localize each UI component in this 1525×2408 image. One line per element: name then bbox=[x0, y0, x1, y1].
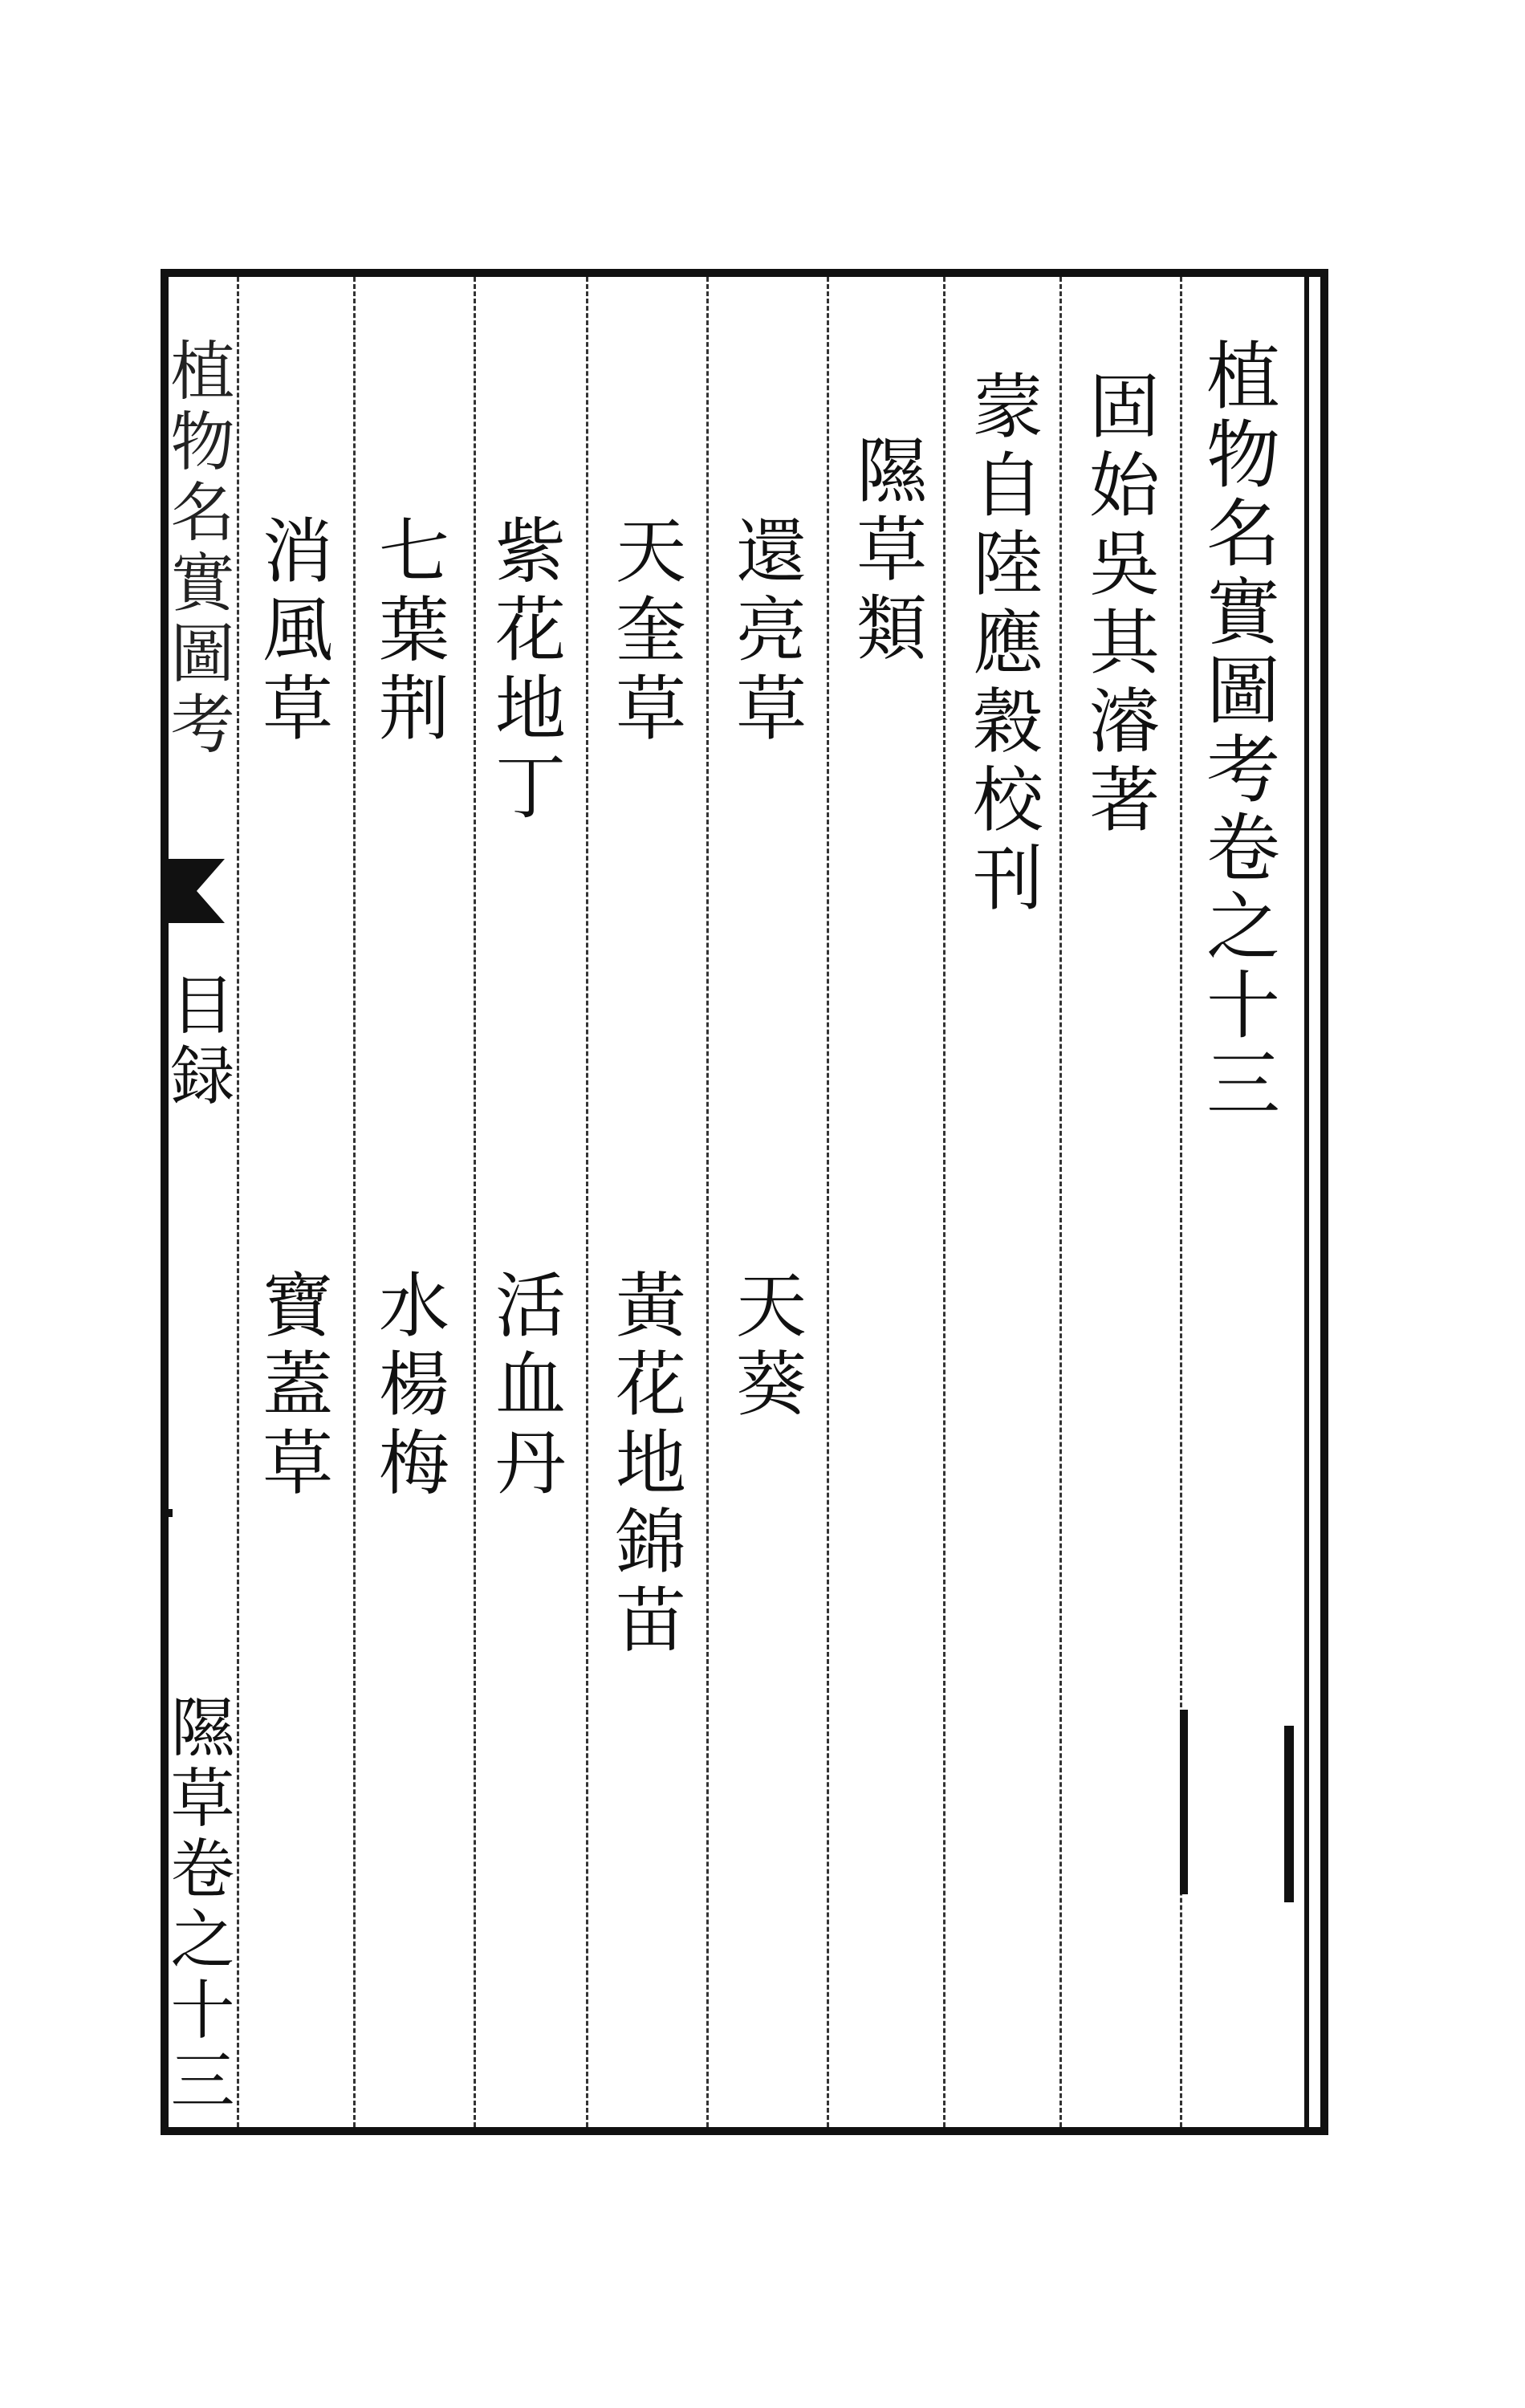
column-rule bbox=[943, 277, 946, 2127]
ink-mark bbox=[1180, 1710, 1188, 1894]
entry-upper: 天奎草 bbox=[604, 514, 687, 750]
column-rule bbox=[586, 277, 588, 2127]
column-rule bbox=[474, 277, 476, 2127]
column-rule bbox=[237, 277, 239, 2127]
margin-section: 目録 bbox=[160, 971, 234, 1112]
column-rule bbox=[827, 277, 829, 2127]
column-rule bbox=[353, 277, 356, 2127]
entry-upper: 七葉荆 bbox=[368, 514, 450, 750]
margin-chapter: 隰草卷之十三 bbox=[160, 1694, 234, 2117]
volume-title: 植物名實圖考卷之十三 bbox=[1194, 337, 1280, 1124]
entry-lower: 黃花地錦苗 bbox=[604, 1268, 687, 1662]
ink-dot bbox=[165, 1509, 173, 1517]
category-heading: 隰草類 bbox=[845, 433, 928, 669]
entry-upper: 消風草 bbox=[251, 514, 334, 750]
entry-upper: 還亮草 bbox=[725, 514, 807, 750]
column-rule bbox=[706, 277, 709, 2127]
editor-line: 蒙自陸應穀校刊 bbox=[962, 369, 1044, 920]
entry-lower: 水楊梅 bbox=[368, 1268, 450, 1504]
fishtail-mark bbox=[169, 859, 225, 923]
author-line: 固始吳其濬著 bbox=[1078, 369, 1161, 841]
column-rule bbox=[1059, 277, 1062, 2127]
ink-mark bbox=[1284, 1726, 1294, 1902]
entry-upper: 紫花地丁 bbox=[484, 514, 567, 828]
page-frame-inner-line bbox=[1304, 277, 1309, 2127]
entry-lower: 活血丹 bbox=[484, 1268, 567, 1504]
entry-lower: 天葵 bbox=[725, 1268, 807, 1426]
entry-lower: 寶蓋草 bbox=[251, 1268, 334, 1504]
margin-book-name: 植物名實圖考 bbox=[160, 337, 234, 761]
